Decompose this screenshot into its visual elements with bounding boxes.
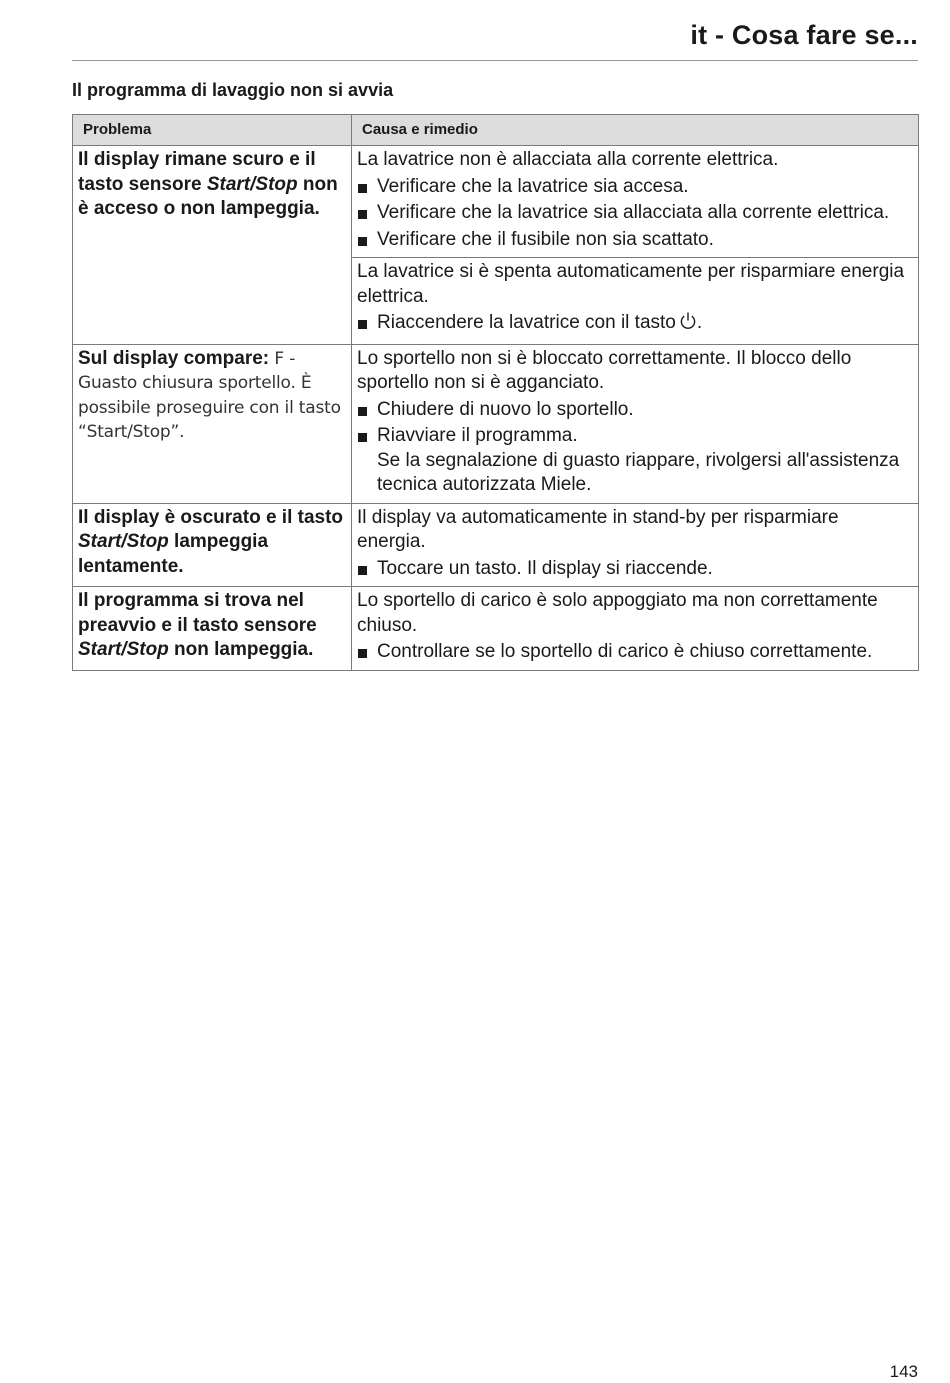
column-header-cause-remedy: Causa e rimedio [352, 115, 919, 146]
problem-cell [73, 503, 352, 587]
remedy-item: Verificare che la lavatrice sia accesa. [357, 175, 912, 200]
remedy-item: Riaccendere la lavatrice con il tasto . [357, 311, 912, 339]
problem-text: Il display rimane scuro e il tasto sensore [78, 149, 316, 195]
bullet-square-icon [358, 184, 367, 193]
remedy-list [357, 557, 912, 582]
power-icon [679, 311, 697, 339]
remedy-note: Se la segnalazione di guasto riappare, rivolgersi all'assistenza tecnica autorizzata Miele. [377, 449, 900, 495]
remedy-item: Controllare se lo sportello di carico è chiuso correttamente. [357, 640, 912, 665]
remedy-list [357, 398, 912, 498]
problem-cell [73, 344, 352, 503]
remedy-list [357, 311, 912, 339]
problem-text: Sul display compare: [78, 347, 275, 369]
problem-text: Il programma si trova nel preavvio e il tasto sensore [78, 590, 317, 636]
bullet-square-icon [358, 566, 367, 575]
table-row [73, 146, 919, 258]
remedy-item: Verificare che il fusibile non sia scattato. [357, 228, 912, 253]
bullet-square-icon [358, 433, 367, 442]
cause-text: Il display va automaticamente in stand-by per risparmiare energia. [357, 506, 839, 552]
bullet-square-icon [358, 649, 367, 658]
remedy-item: Chiudere di nuovo lo sportello. [357, 398, 912, 423]
remedy-item: Toccare un tasto. Il display si riaccende. [357, 557, 912, 582]
problem-text: Il display è oscurato e il tasto [78, 506, 344, 528]
cause-remedy-cell [352, 587, 919, 671]
problem-cell [73, 587, 352, 671]
start-stop-label: Start/Stop [78, 531, 169, 552]
problem-text: non è acceso o non lampeggia. [78, 173, 338, 219]
header-divider [72, 60, 918, 61]
start-stop-label: Start/Stop [206, 173, 298, 195]
page-header-title: it - Cosa fare se... [690, 20, 918, 50]
remedy-item: Riavviare il programma. Se la segnalazione di guasto riappare, rivolgersi all'assistenza tecnica autorizzata Miele. [357, 424, 912, 498]
cause-remedy-cell [352, 258, 919, 345]
cause-text: La lavatrice non è allacciata alla corrente elettrica. [357, 149, 779, 170]
table-row [73, 503, 919, 587]
remedy-list [357, 640, 912, 665]
cause-remedy-cell [352, 503, 919, 587]
troubleshooting-table [72, 114, 919, 671]
section-title: Il programma di lavaggio non si avvia [72, 80, 394, 100]
problem-text: lampeggia lentamente. [78, 531, 269, 577]
start-stop-label: Start/Stop [78, 639, 169, 660]
cause-text: La lavatrice si è spenta automaticamente per risparmiare energia elettrica. [357, 261, 905, 307]
bullet-square-icon [358, 237, 367, 246]
table-row [73, 344, 919, 503]
bullet-square-icon [358, 320, 367, 329]
column-header-problem: Problema [73, 115, 352, 146]
cause-text: Lo sportello di carico è solo appoggiato ma non correttamente chiuso. [357, 590, 878, 636]
cause-remedy-cell [352, 146, 919, 258]
display-message-text: F -Guasto chiusura sportello. È possibile proseguire con il tasto “Start/Stop”. [78, 348, 341, 442]
cause-remedy-cell [352, 344, 919, 503]
problem-text: non lampeggia. [168, 639, 314, 660]
table-row [73, 587, 919, 671]
table-header-row [73, 115, 919, 146]
problem-cell [73, 146, 352, 345]
remedy-item: Verificare che la lavatrice sia allacciata alla corrente elettrica. [357, 201, 912, 226]
bullet-square-icon [358, 210, 367, 219]
bullet-square-icon [358, 407, 367, 416]
page-number: 143 [889, 1362, 918, 1381]
remedy-list [357, 175, 912, 253]
cause-text: Lo sportello non si è bloccato correttamente. Il blocco dello sportello non si è agganciato. [357, 347, 852, 393]
